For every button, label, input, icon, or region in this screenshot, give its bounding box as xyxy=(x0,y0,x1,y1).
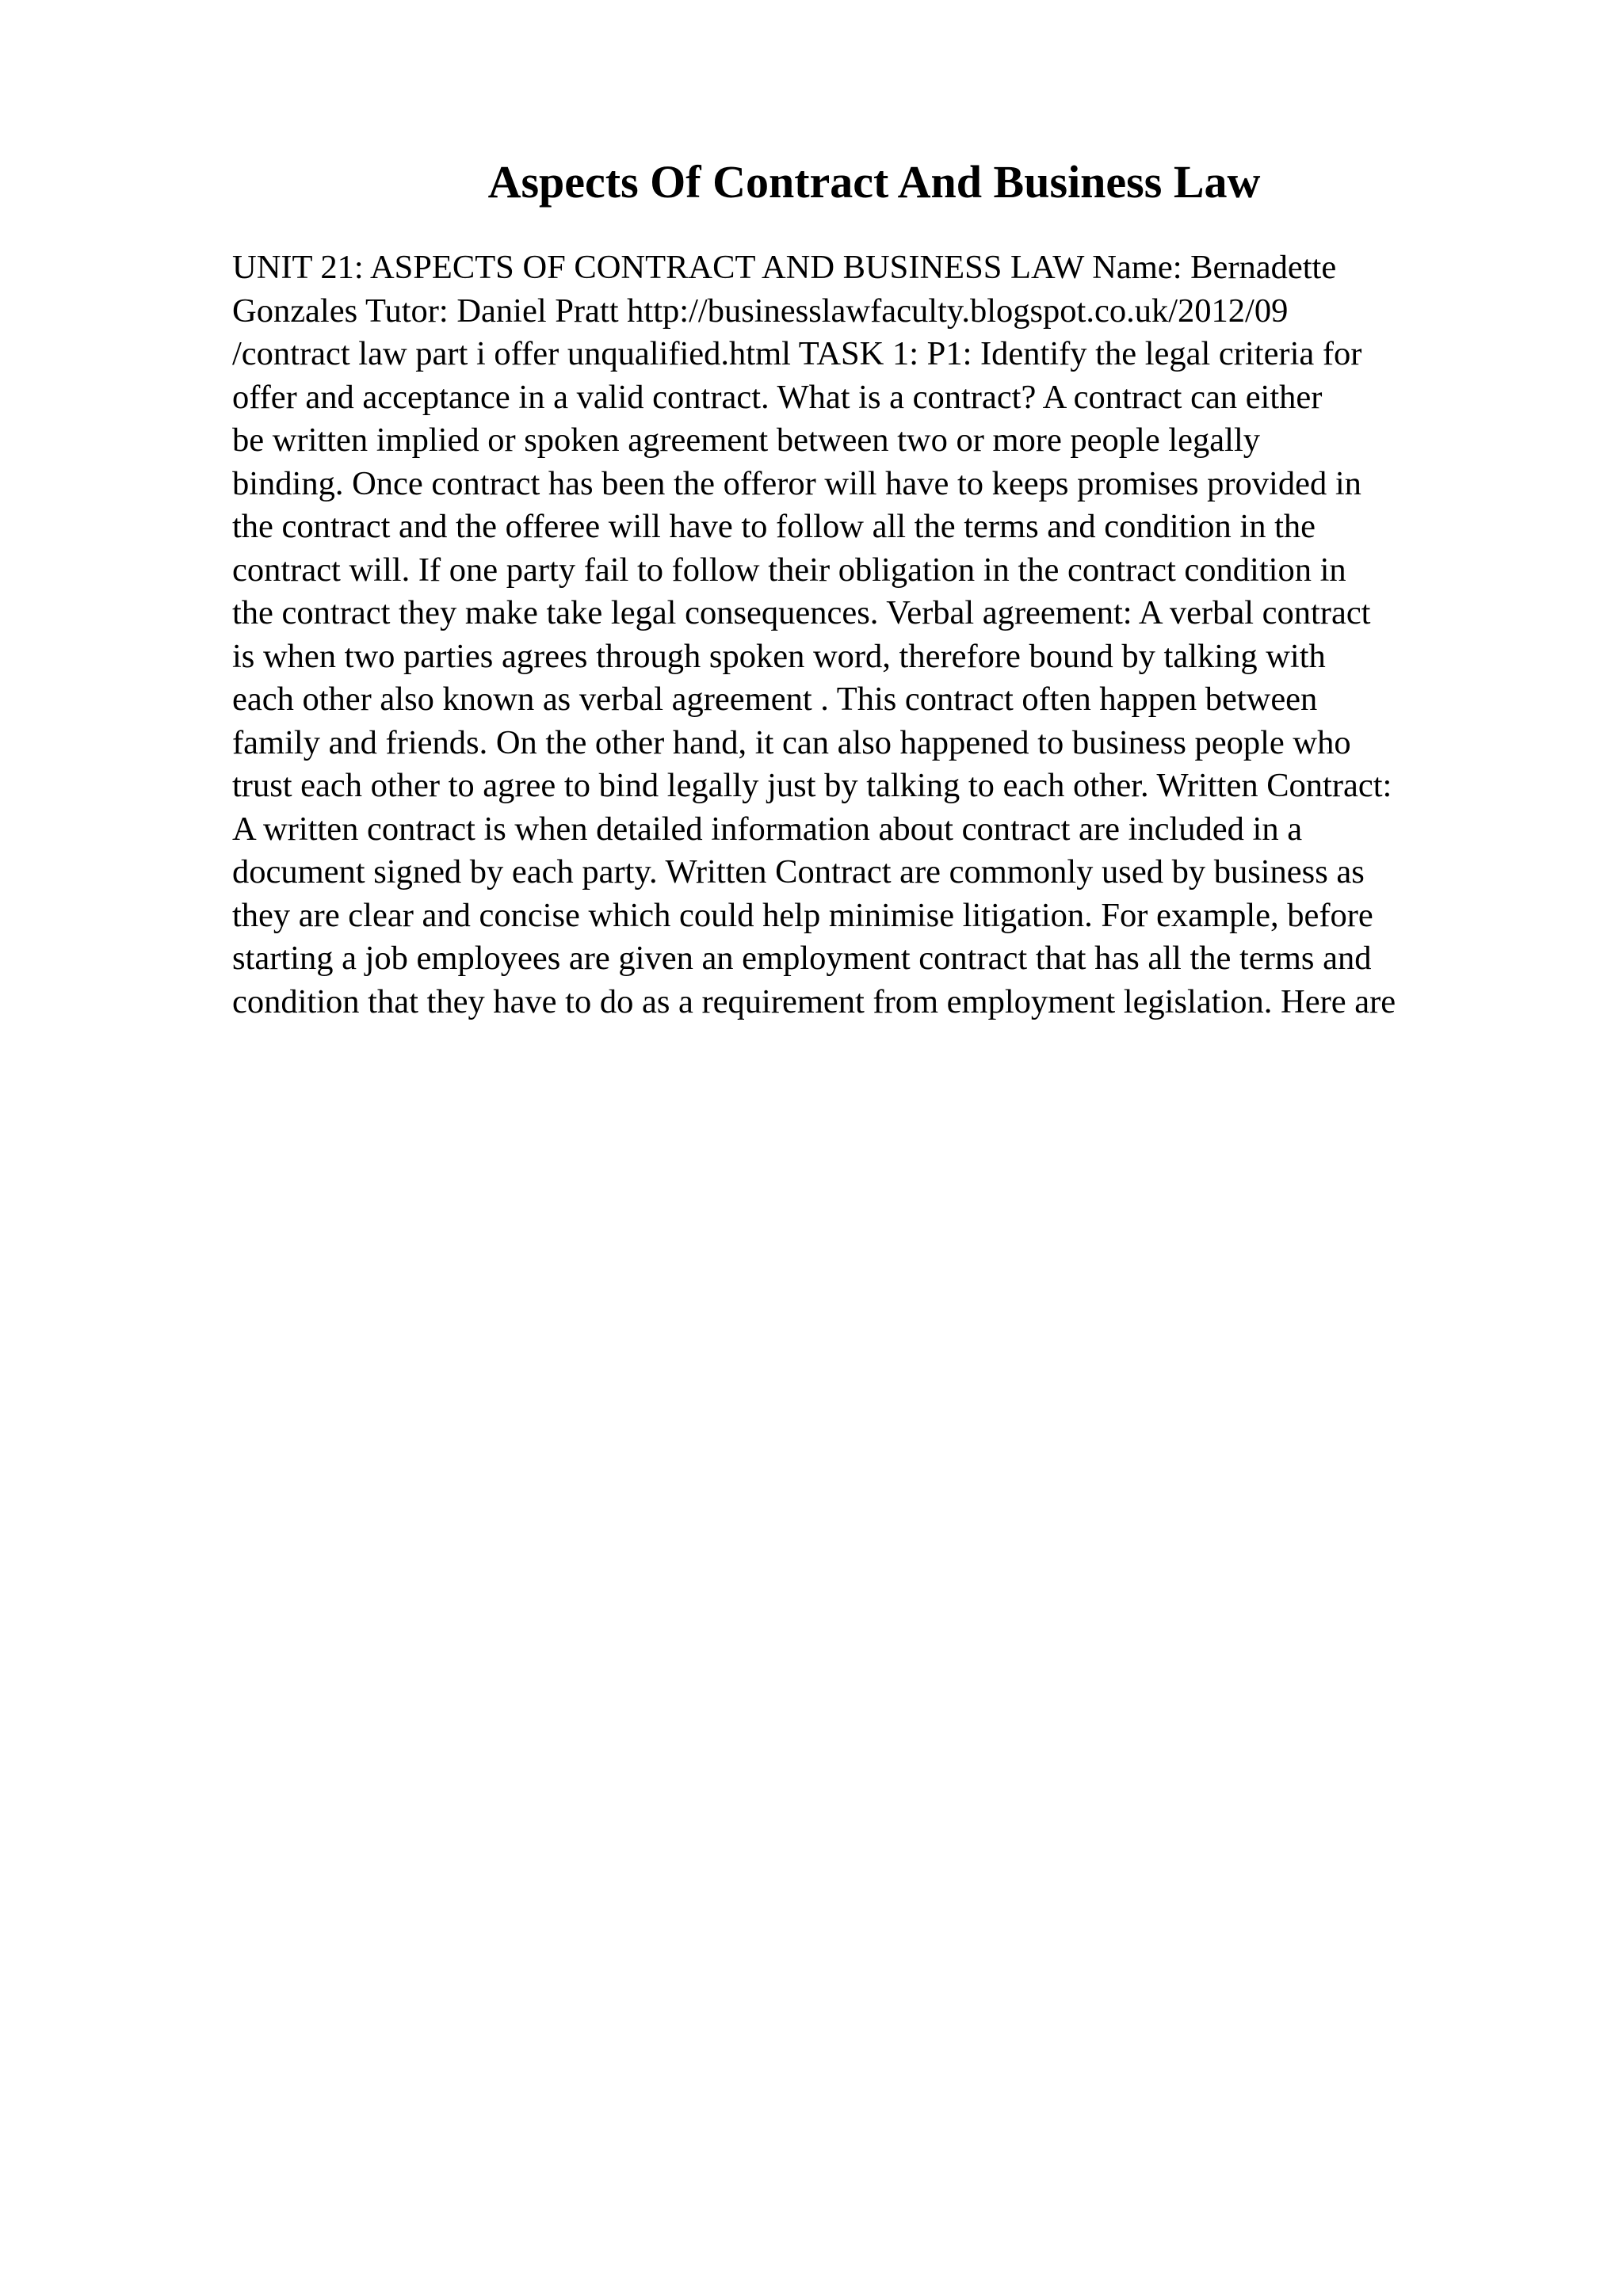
body-line: be written implied or spoken agreement between two or more people legally xyxy=(232,421,1260,459)
body-line: starting a job employees are given an employment contract that has all the terms and xyxy=(232,940,1372,977)
body-line: condition that they have to do as a requirement from employment legislation. Here are xyxy=(232,982,1396,1020)
body-line: contract will. If one party fail to follow their obligation in the contract condition in xyxy=(232,551,1346,589)
body-line: each other also known as verbal agreement . This contract often happen between xyxy=(232,681,1318,718)
document-title: Aspects Of Contract And Business Law xyxy=(487,156,1261,208)
body-line: /contract law part i offer unqualified.html TASK 1: P1: Identify the legal criteria for xyxy=(232,335,1362,372)
body-line: UNIT 21: ASPECTS OF CONTRACT AND BUSINESS LAW Name: Bernadette xyxy=(232,249,1337,286)
document-body xyxy=(232,246,1516,1024)
body-line: Gonzales Tutor: Daniel Pratt http://businesslawfaculty.blogspot.co.uk/2012/09 xyxy=(232,292,1289,330)
body-line: A written contract is when detailed information about contract are included in a xyxy=(232,810,1303,848)
body-line: the contract they make take legal consequences. Verbal agreement: A verbal contract xyxy=(232,594,1371,631)
body-line: they are clear and concise which could help minimise litigation. For example, before xyxy=(232,896,1373,934)
body-line: the contract and the offeree will have to follow all the terms and condition in the xyxy=(232,508,1316,545)
body-line: trust each other to agree to bind legally just by talking to each other. Written Contract: xyxy=(232,767,1392,804)
body-line: document signed by each party. Written Contract are commonly used by business as xyxy=(232,853,1365,891)
body-line: binding. Once contract has been the offeror will have to keeps promises provided in xyxy=(232,464,1361,502)
body-line: family and friends. On the other hand, it can also happened to business people who xyxy=(232,723,1351,761)
body-line: offer and acceptance in a valid contract. What is a contract? A contract can either xyxy=(232,378,1323,416)
body-line: is when two parties agrees through spoken word, therefore bound by talking with xyxy=(232,637,1326,675)
